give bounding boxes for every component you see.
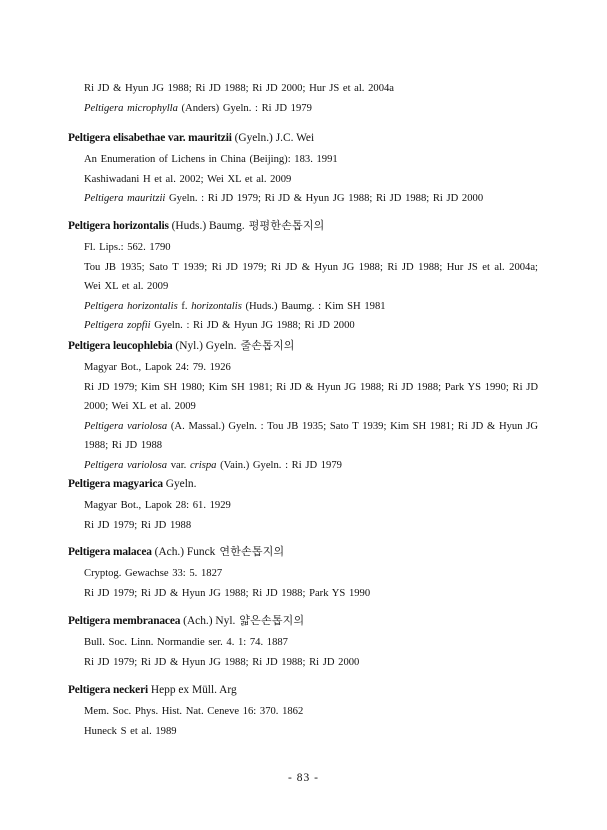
species-heading <box>68 218 538 234</box>
species-entry <box>68 544 538 603</box>
species-entry <box>68 218 538 336</box>
reference-line <box>68 79 538 99</box>
species-entry <box>68 338 538 476</box>
synonym-citation: (A. Massal.) Gyeln. : Tou JB 1935; Sato T 1939; Kim SH 1981; Ri JD & Hyun JG 1988; Ri JD 1988 <box>84 420 538 452</box>
species-name: Peltigera malacea <box>68 546 152 558</box>
species-entry <box>68 613 538 672</box>
synonym-infraspecific-name: crispa <box>189 459 217 471</box>
synonym-citation: (Anders) Gyeln. : Ri JD 1979 <box>177 102 312 114</box>
reference-text: Ri JD 1979; Kim SH 1980; Kim SH 1981; Ri JD & Hyun JG 1988; Ri JD 1988; Park YS 1990; Ri JD 2000; Wei XL et al. 2009 <box>84 381 538 413</box>
species-heading <box>68 338 538 354</box>
synonym-line <box>68 417 538 456</box>
korean-common-name: 평평한손톱지의 <box>248 219 325 232</box>
rank-text: var. <box>167 459 190 471</box>
species-author: (Ach.) Funck <box>151 546 216 558</box>
synonym-infraspecific-name: horizontalis <box>191 300 242 312</box>
species-name: Peltigera neckeri <box>68 684 148 696</box>
reference-text: Magyar Bot., Lapok 28: 61. 1929 <box>84 500 231 511</box>
species-heading <box>68 682 538 698</box>
synonym-name: Peltigera zopfii <box>84 320 151 332</box>
korean-common-name: 줄손톱지의 <box>240 339 295 352</box>
reference-line <box>68 584 538 604</box>
page-number: - 83 - <box>288 772 319 784</box>
species-name: Peltigera magyarica <box>68 478 163 490</box>
reference-text: Cryptog. Gewachse 33: 5. 1827 <box>84 568 223 579</box>
protologue-line <box>68 633 538 653</box>
synonym-citation: (Vain.) Gyeln. : Ri JD 1979 <box>216 459 342 471</box>
synonym-line <box>68 297 538 317</box>
reference-line <box>68 516 538 536</box>
reference-text: Ri JD & Hyun JG 1988; Ri JD 1988; Ri JD 2000; Hur JS et al. 2004a <box>84 83 394 94</box>
synonym-line <box>68 99 538 119</box>
synonym-citation: Gyeln. : Ri JD & Hyun JG 1988; Ri JD 2000 <box>150 320 355 332</box>
synonym-citation: (Huds.) Baumg. : Kim SH 1981 <box>241 300 386 312</box>
reference-line <box>68 378 538 417</box>
synonym-name: Peltigera horizontalis <box>84 300 178 312</box>
species-author: (Huds.) Baumg. <box>168 220 245 232</box>
species-heading <box>68 476 538 492</box>
synonym-line <box>68 189 538 209</box>
protologue-line <box>68 358 538 378</box>
species-name: Peltigera horizontalis <box>68 220 169 232</box>
protologue-line <box>68 238 538 258</box>
rank-text: f. <box>177 300 192 312</box>
species-entry <box>68 130 538 209</box>
reference-line <box>68 170 538 190</box>
species-heading <box>68 544 538 560</box>
reference-text: Mem. Soc. Phys. Hist. Nat. Ceneve 16: 370. 1862 <box>84 706 304 717</box>
reference-text: Ri JD 1979; Ri JD & Hyun JG 1988; Ri JD 1988; Park YS 1990 <box>84 587 371 599</box>
reference-text: Bull. Soc. Linn. Normandie ser. 4. 1: 74. 1887 <box>84 637 288 648</box>
synonym-name: Peltigera variolosa <box>84 459 168 471</box>
synonym-name: Peltigera mauritzii <box>84 193 166 205</box>
korean-common-name: 얇은손톱지의 <box>239 614 305 627</box>
synonym-line <box>68 456 538 476</box>
protologue-line <box>68 150 538 170</box>
reference-line <box>68 653 538 673</box>
species-author: Hepp ex Müll. Arg <box>148 684 237 696</box>
reference-text: Tou JB 1935; Sato T 1939; Ri JD 1979; Ri JD & Hyun JG 1988; Ri JD 1988; Hur JS et al. 2004a; Wei XL et al. 2009 <box>84 261 538 293</box>
protologue-line <box>68 564 538 584</box>
species-heading <box>68 130 538 146</box>
species-author: (Gyeln.) J.C. Wei <box>231 132 315 144</box>
korean-common-name: 연한손톱지의 <box>219 545 285 558</box>
species-author: Gyeln. <box>162 478 197 490</box>
synonym-citation: Gyeln. : Ri JD 1979; Ri JD & Hyun JG 1988; Ri JD 1988; Ri JD 2000 <box>165 193 484 205</box>
species-name: Peltigera membranacea <box>68 615 181 627</box>
reference-text: Huneck S et al. 1989 <box>84 725 177 737</box>
reference-text: An Enumeration of Lichens in China (Beijing): 183. 1991 <box>84 154 338 165</box>
protologue-line <box>68 496 538 516</box>
synonym-name: Peltigera microphylla <box>84 102 178 114</box>
protologue-line <box>68 702 538 722</box>
synonym-line <box>68 316 538 336</box>
species-author: (Nyl.) Gyeln. <box>172 340 237 352</box>
species-author: (Ach.) Nyl. <box>180 615 236 627</box>
reference-line <box>68 722 538 742</box>
species-heading <box>68 613 538 629</box>
synonym-name: Peltigera variolosa <box>84 420 168 432</box>
reference-text: Kashiwadani H et al. 2002; Wei XL et al. 2009 <box>84 173 292 185</box>
reference-text: Fl. Lips.: 562. 1790 <box>84 242 171 253</box>
reference-line <box>68 258 538 297</box>
species-name: Peltigera elisabethae var. mauritzii <box>68 132 232 144</box>
species-entry <box>68 682 538 741</box>
continued-entry <box>68 79 538 118</box>
species-name: Peltigera leucophlebia <box>68 340 173 352</box>
reference-text: Magyar Bot., Lapok 24: 79. 1926 <box>84 362 231 373</box>
species-entry <box>68 476 538 535</box>
reference-text: Ri JD 1979; Ri JD & Hyun JG 1988; Ri JD 1988; Ri JD 2000 <box>84 656 360 668</box>
reference-text: Ri JD 1979; Ri JD 1988 <box>84 519 192 531</box>
